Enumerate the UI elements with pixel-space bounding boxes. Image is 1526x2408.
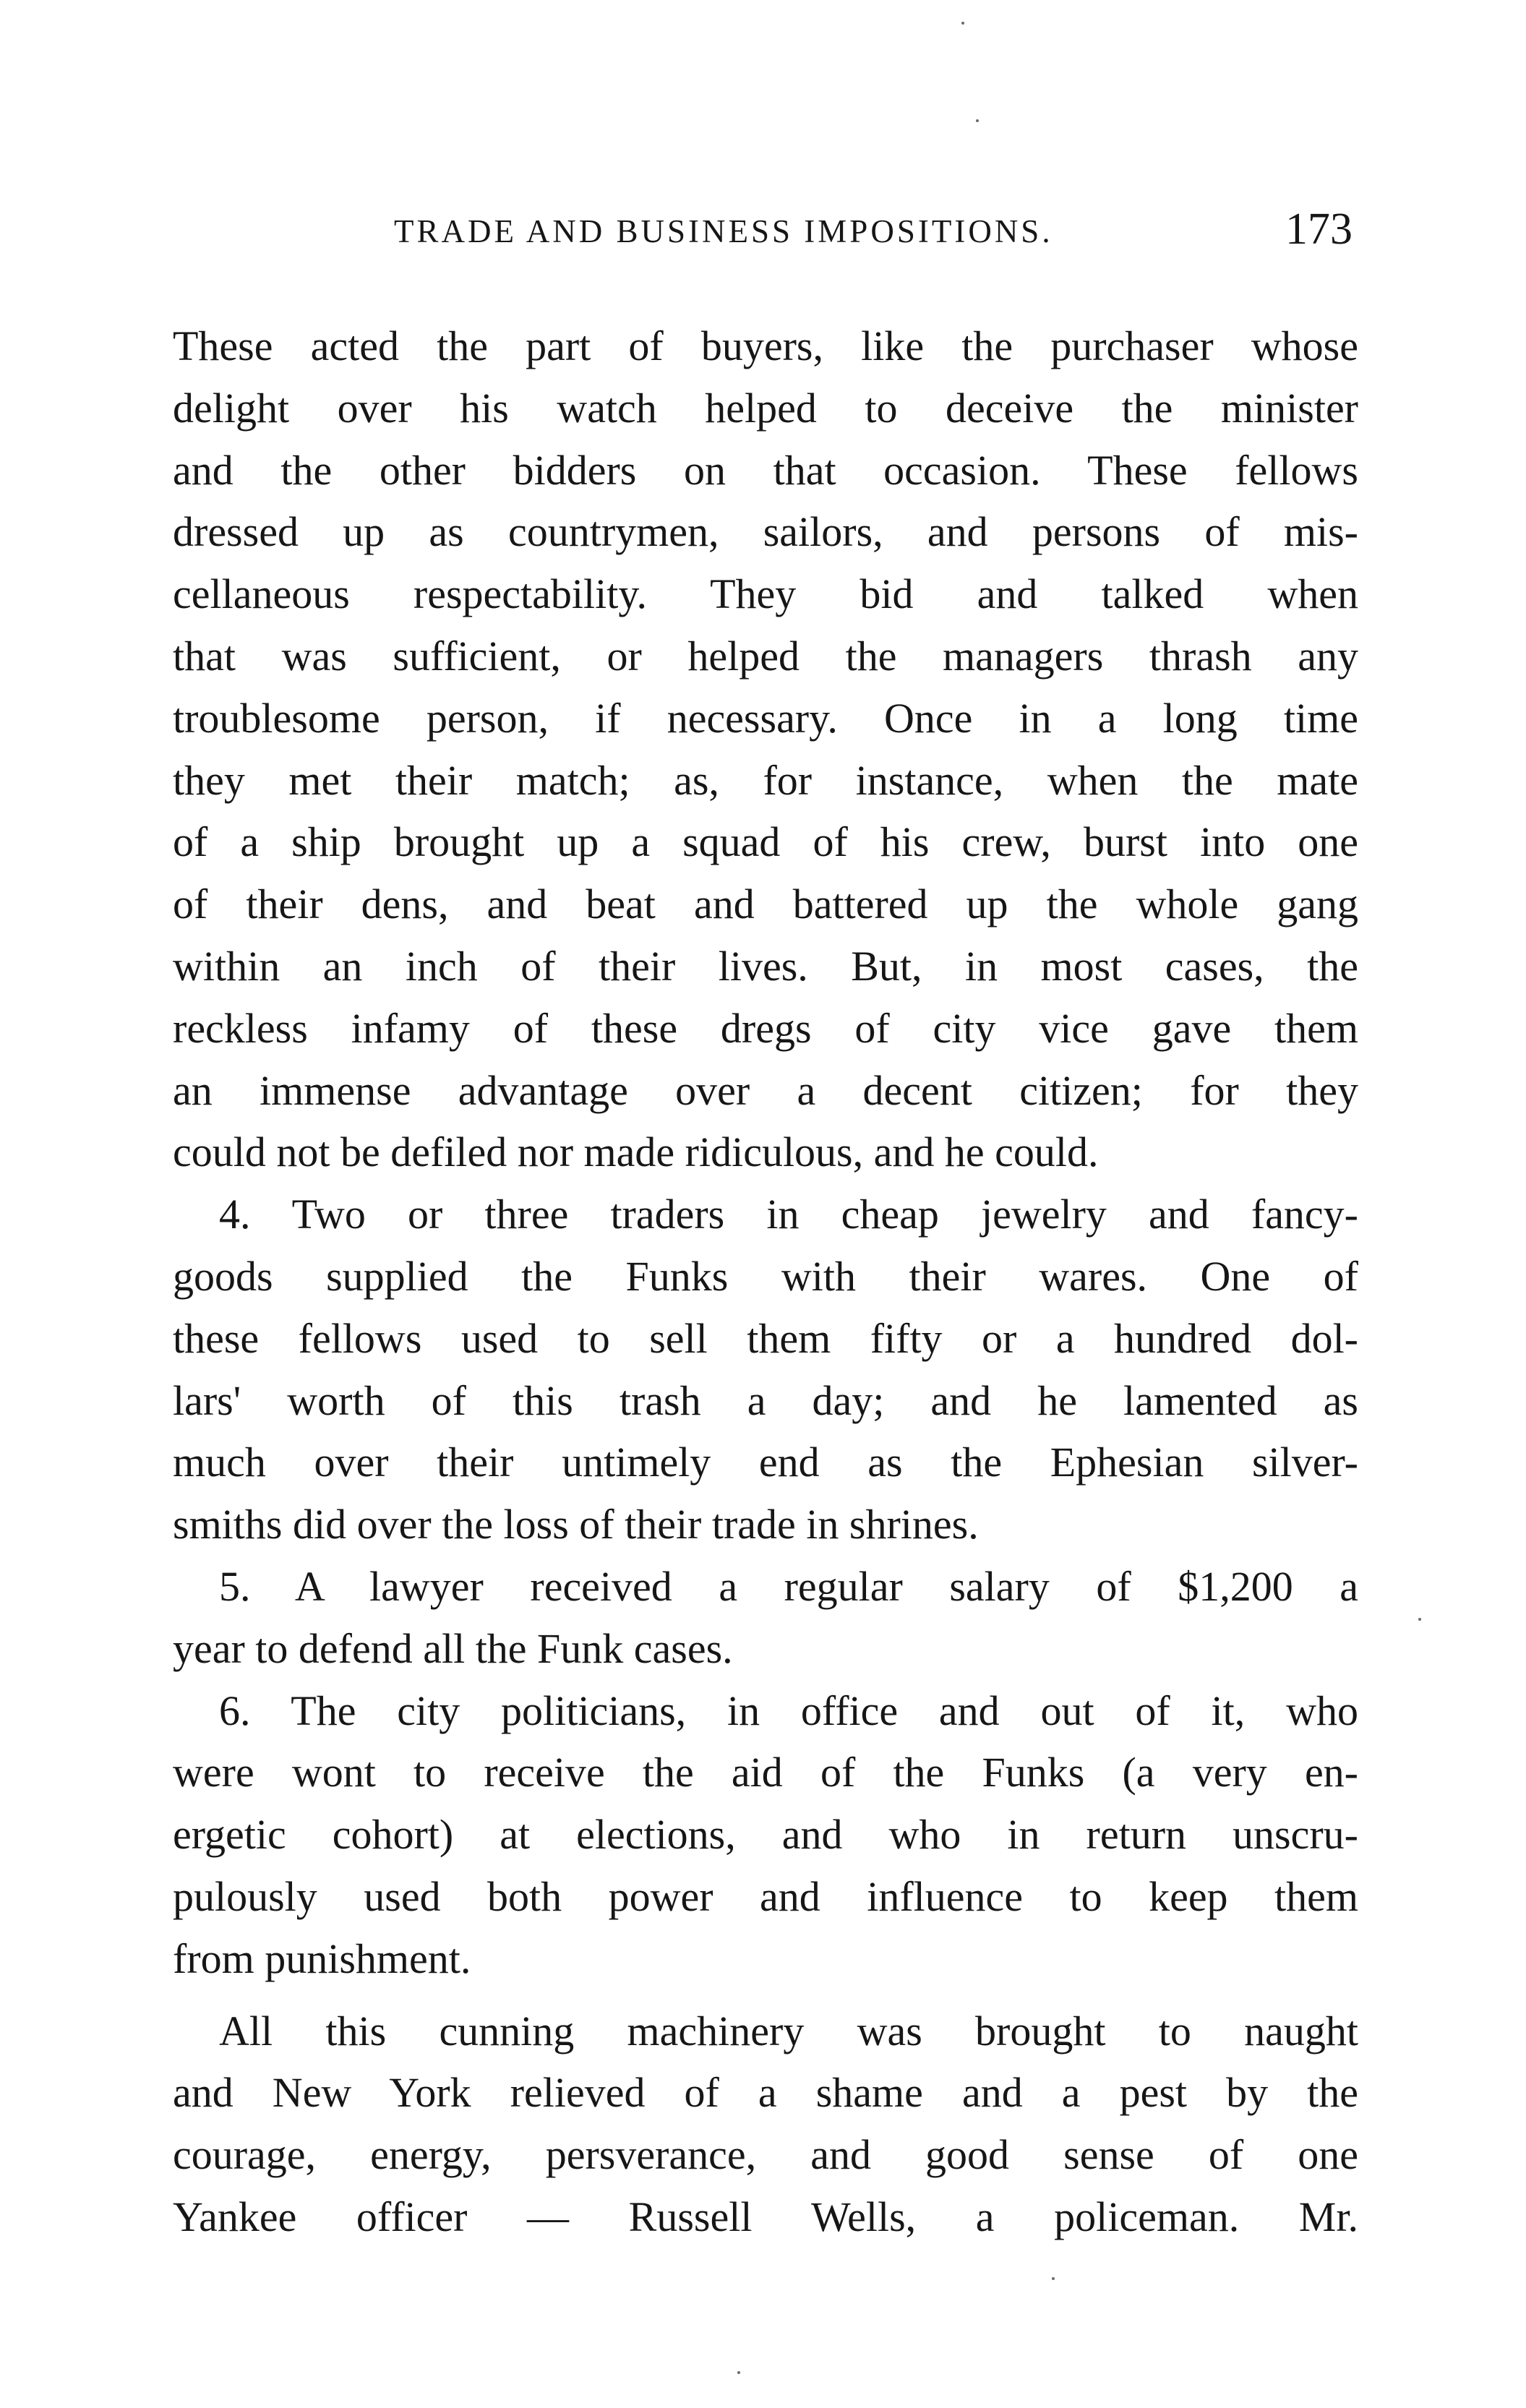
text-line: within an inch of their lives. But, in most cases, the bbox=[173, 942, 1358, 990]
page-header bbox=[0, 204, 1526, 269]
text-line: 5. A lawyer received a regular salary of $1,200 a bbox=[219, 1562, 1358, 1610]
text-line: of a ship brought up a squad of his crew, burst into one bbox=[173, 818, 1358, 866]
text-line: and the other bidders on that occasion. These fellows bbox=[173, 446, 1358, 494]
paper-speck bbox=[961, 22, 964, 25]
text-line: goods supplied the Funks with their wares. One of bbox=[173, 1252, 1358, 1300]
paper-speck bbox=[1052, 2277, 1055, 2280]
text-line: of their dens, and beat and battered up the whole gang bbox=[173, 880, 1358, 928]
text-line: pulously used both power and influence to keep them bbox=[173, 1872, 1358, 1920]
page-number: 173 bbox=[1285, 205, 1353, 254]
text-line: dressed up as countrymen, sailors, and persons of mis- bbox=[173, 508, 1358, 556]
text-line: from punishment. bbox=[173, 1934, 471, 1982]
text-line: delight over his watch helped to deceive the minister bbox=[173, 384, 1358, 432]
text-line: 6. The city politicians, in office and out of it, who bbox=[219, 1687, 1358, 1734]
text-line: and New York relieved of a shame and a pest by the bbox=[173, 2069, 1358, 2117]
running-title: TRADE AND BUSINESS IMPOSITIONS. bbox=[394, 213, 1053, 249]
text-line: they met their match; as, for instance, when the mate bbox=[173, 756, 1358, 804]
text-line: smiths did over the loss of their trade in shrines. bbox=[173, 1501, 979, 1548]
paper-speck bbox=[737, 2371, 740, 2374]
text-line: These acted the part of buyers, like the purchaser whose bbox=[173, 322, 1358, 369]
text-line: Yankee officer — Russell Wells, a policeman. Mr. bbox=[173, 2193, 1358, 2240]
text-line: lars' worth of this trash a day; and he lamented as bbox=[173, 1376, 1358, 1424]
text-line: year to defend all the Funk cases. bbox=[173, 1624, 733, 1672]
text-line: were wont to receive the aid of the Funks (a very en- bbox=[173, 1749, 1358, 1796]
text-line: cellaneous respectability. They bid and talked when bbox=[173, 570, 1358, 618]
text-line: that was sufficient, or helped the managers thrash any bbox=[173, 632, 1358, 680]
text-line: All this cunning machinery was brought to naught bbox=[219, 2007, 1358, 2054]
paper-speck bbox=[976, 119, 979, 122]
text-line: courage, energy, persverance, and good sense of one bbox=[173, 2131, 1358, 2179]
text-line: much over their untimely end as the Ephesian silver- bbox=[173, 1439, 1358, 1486]
body-text bbox=[173, 315, 1358, 2248]
text-line: an immense advantage over a decent citizen; for they bbox=[173, 1066, 1358, 1114]
text-line: troublesome person, if necessary. Once in a long time bbox=[173, 694, 1358, 742]
text-line: reckless infamy of these dregs of city vice gave them bbox=[173, 1004, 1358, 1052]
text-line: these fellows used to sell them fifty or a hundred dol- bbox=[173, 1314, 1358, 1362]
text-line: could not be defiled nor made ridiculous, and he could. bbox=[173, 1128, 1099, 1176]
paper-speck bbox=[1418, 1618, 1421, 1621]
text-line: 4. Two or three traders in cheap jewelry and fancy- bbox=[219, 1191, 1358, 1238]
text-line: ergetic cohort) at elections, and who in return unscru- bbox=[173, 1811, 1358, 1859]
